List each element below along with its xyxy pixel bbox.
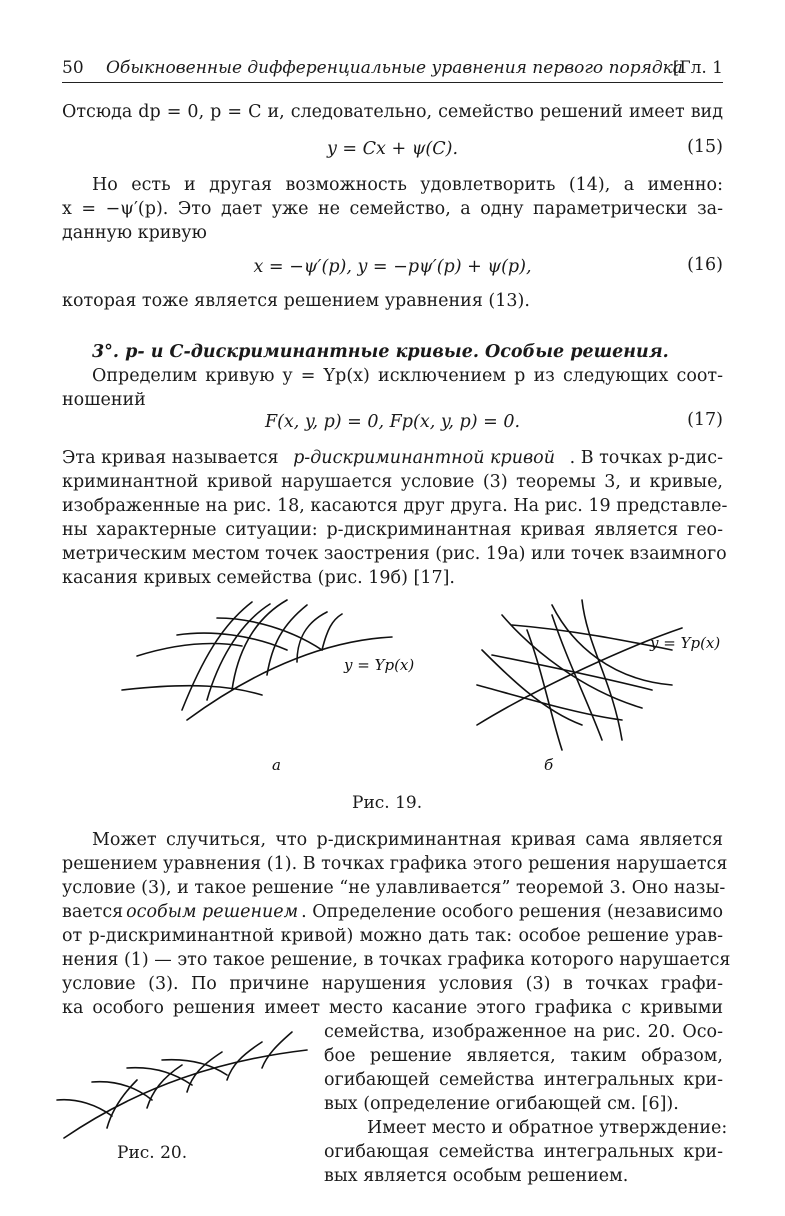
text-line: условие (3), и такое решение “не улавливается” теоремой 3. Оно назы- (62, 878, 726, 898)
text-line: ношений (62, 390, 146, 410)
figure-20-caption: Рис. 20. (117, 1143, 188, 1163)
text-line: Имеет место и обратное утверждение: (367, 1118, 728, 1138)
text-line: нения (1) — это такое решение, в точках графика которого нарушается (62, 950, 731, 970)
running-header (62, 56, 723, 83)
figure-20 (52, 1020, 312, 1145)
figure-19 (112, 590, 732, 780)
equation-number: (15) (687, 137, 723, 157)
text-line: вых (определение огибающей см. [6]). (324, 1094, 679, 1114)
text-line: Определим кривую y = Yp(x) исключением p из следующих соот- (92, 366, 723, 386)
equation-17: F(x, y, p) = 0, Fp(x, y, p) = 0. (264, 412, 521, 432)
figure-19a (122, 600, 414, 720)
curve-label-a: y = Yp(x) (344, 656, 415, 674)
text-span: вается (62, 902, 124, 922)
text-line: изображенные на рис. 18, касаются друг друга. На рис. 19 представле- (62, 496, 728, 516)
text-line: огибающей семейства интегральных кри- (324, 1070, 723, 1090)
text-line: Отсюда dp = 0, p = C и, следовательно, семейство решений имеет вид (62, 102, 723, 122)
text-line: от p-дискриминантной кривой) можно дать так: особое решение урав- (62, 926, 723, 946)
running-title: Обыкновенные дифференциальные уравнения первого порядка (106, 58, 683, 78)
term-p-discriminant: p-дискриминантной кривой (293, 448, 555, 468)
text-line: вых является особым решением. (324, 1166, 629, 1186)
figure-19-caption: Рис. 19. (352, 793, 423, 813)
text-line: решением уравнения (1). В точках графика этого решения нарушается (62, 854, 728, 874)
text-span: . Определение особого решения (независимо (301, 902, 723, 922)
subfigure-label-a: а (272, 756, 281, 774)
text-line: условие (3). По причине нарушения условия (3) в точках графи- (62, 974, 723, 994)
text-line: метрическим местом точек заострения (рис. 19а) или точек взаимного (62, 544, 727, 564)
text-line: ка особого решения имеет место касание этого графика с кривыми (62, 998, 723, 1018)
text-line (62, 446, 723, 470)
text-line: Может случиться, что p-дискриминантная кривая сама является (92, 830, 723, 850)
curve-label-b: y = Yp(x) (650, 634, 721, 652)
subfigure-label-b: б (544, 756, 554, 774)
text-line: ны характерные ситуации: p-дискриминантная кривая является гео- (62, 520, 723, 540)
text-line: x = −ψ′(p). Это дает уже не семейство, а одну параметрически за- (62, 199, 723, 219)
text-line: Но есть и другая возможность удовлетворить (14), а именно: (92, 175, 723, 195)
text-line: криминантной кривой нарушается условие (3) теоремы 3, и кривые, (62, 472, 723, 492)
equation-number: (16) (687, 255, 723, 275)
equation-16: x = −ψ′(p), y = −pψ′(p) + ψ(p), (253, 257, 532, 277)
text-span: Эта кривая называется (62, 448, 279, 468)
chapter-label: [Гл. 1 (672, 58, 723, 78)
page-number: 50 (62, 58, 84, 78)
text-line (62, 900, 723, 924)
equation-15: y = Cx + ψ(C). (326, 139, 459, 159)
text-line: касания кривых семейства (рис. 19б) [17]. (62, 568, 455, 588)
term-singular-solution: особым решением (126, 902, 299, 922)
text-line: огибающая семейства интегральных кри- (324, 1142, 723, 1162)
figure-19b (477, 600, 720, 750)
section-heading: 3°. p- и C-дискриминантные кривые. Особые решения. (92, 342, 669, 362)
equation-number: (17) (687, 410, 723, 430)
text-span: . В точках p-дис- (569, 448, 723, 468)
text-line: данную кривую (62, 223, 207, 243)
text-line: семейства, изображенное на рис. 20. Осо- (324, 1022, 723, 1042)
text-line: которая тоже является решением уравнения (13). (62, 291, 530, 311)
text-line: бое решение является, таким образом, (324, 1046, 723, 1066)
